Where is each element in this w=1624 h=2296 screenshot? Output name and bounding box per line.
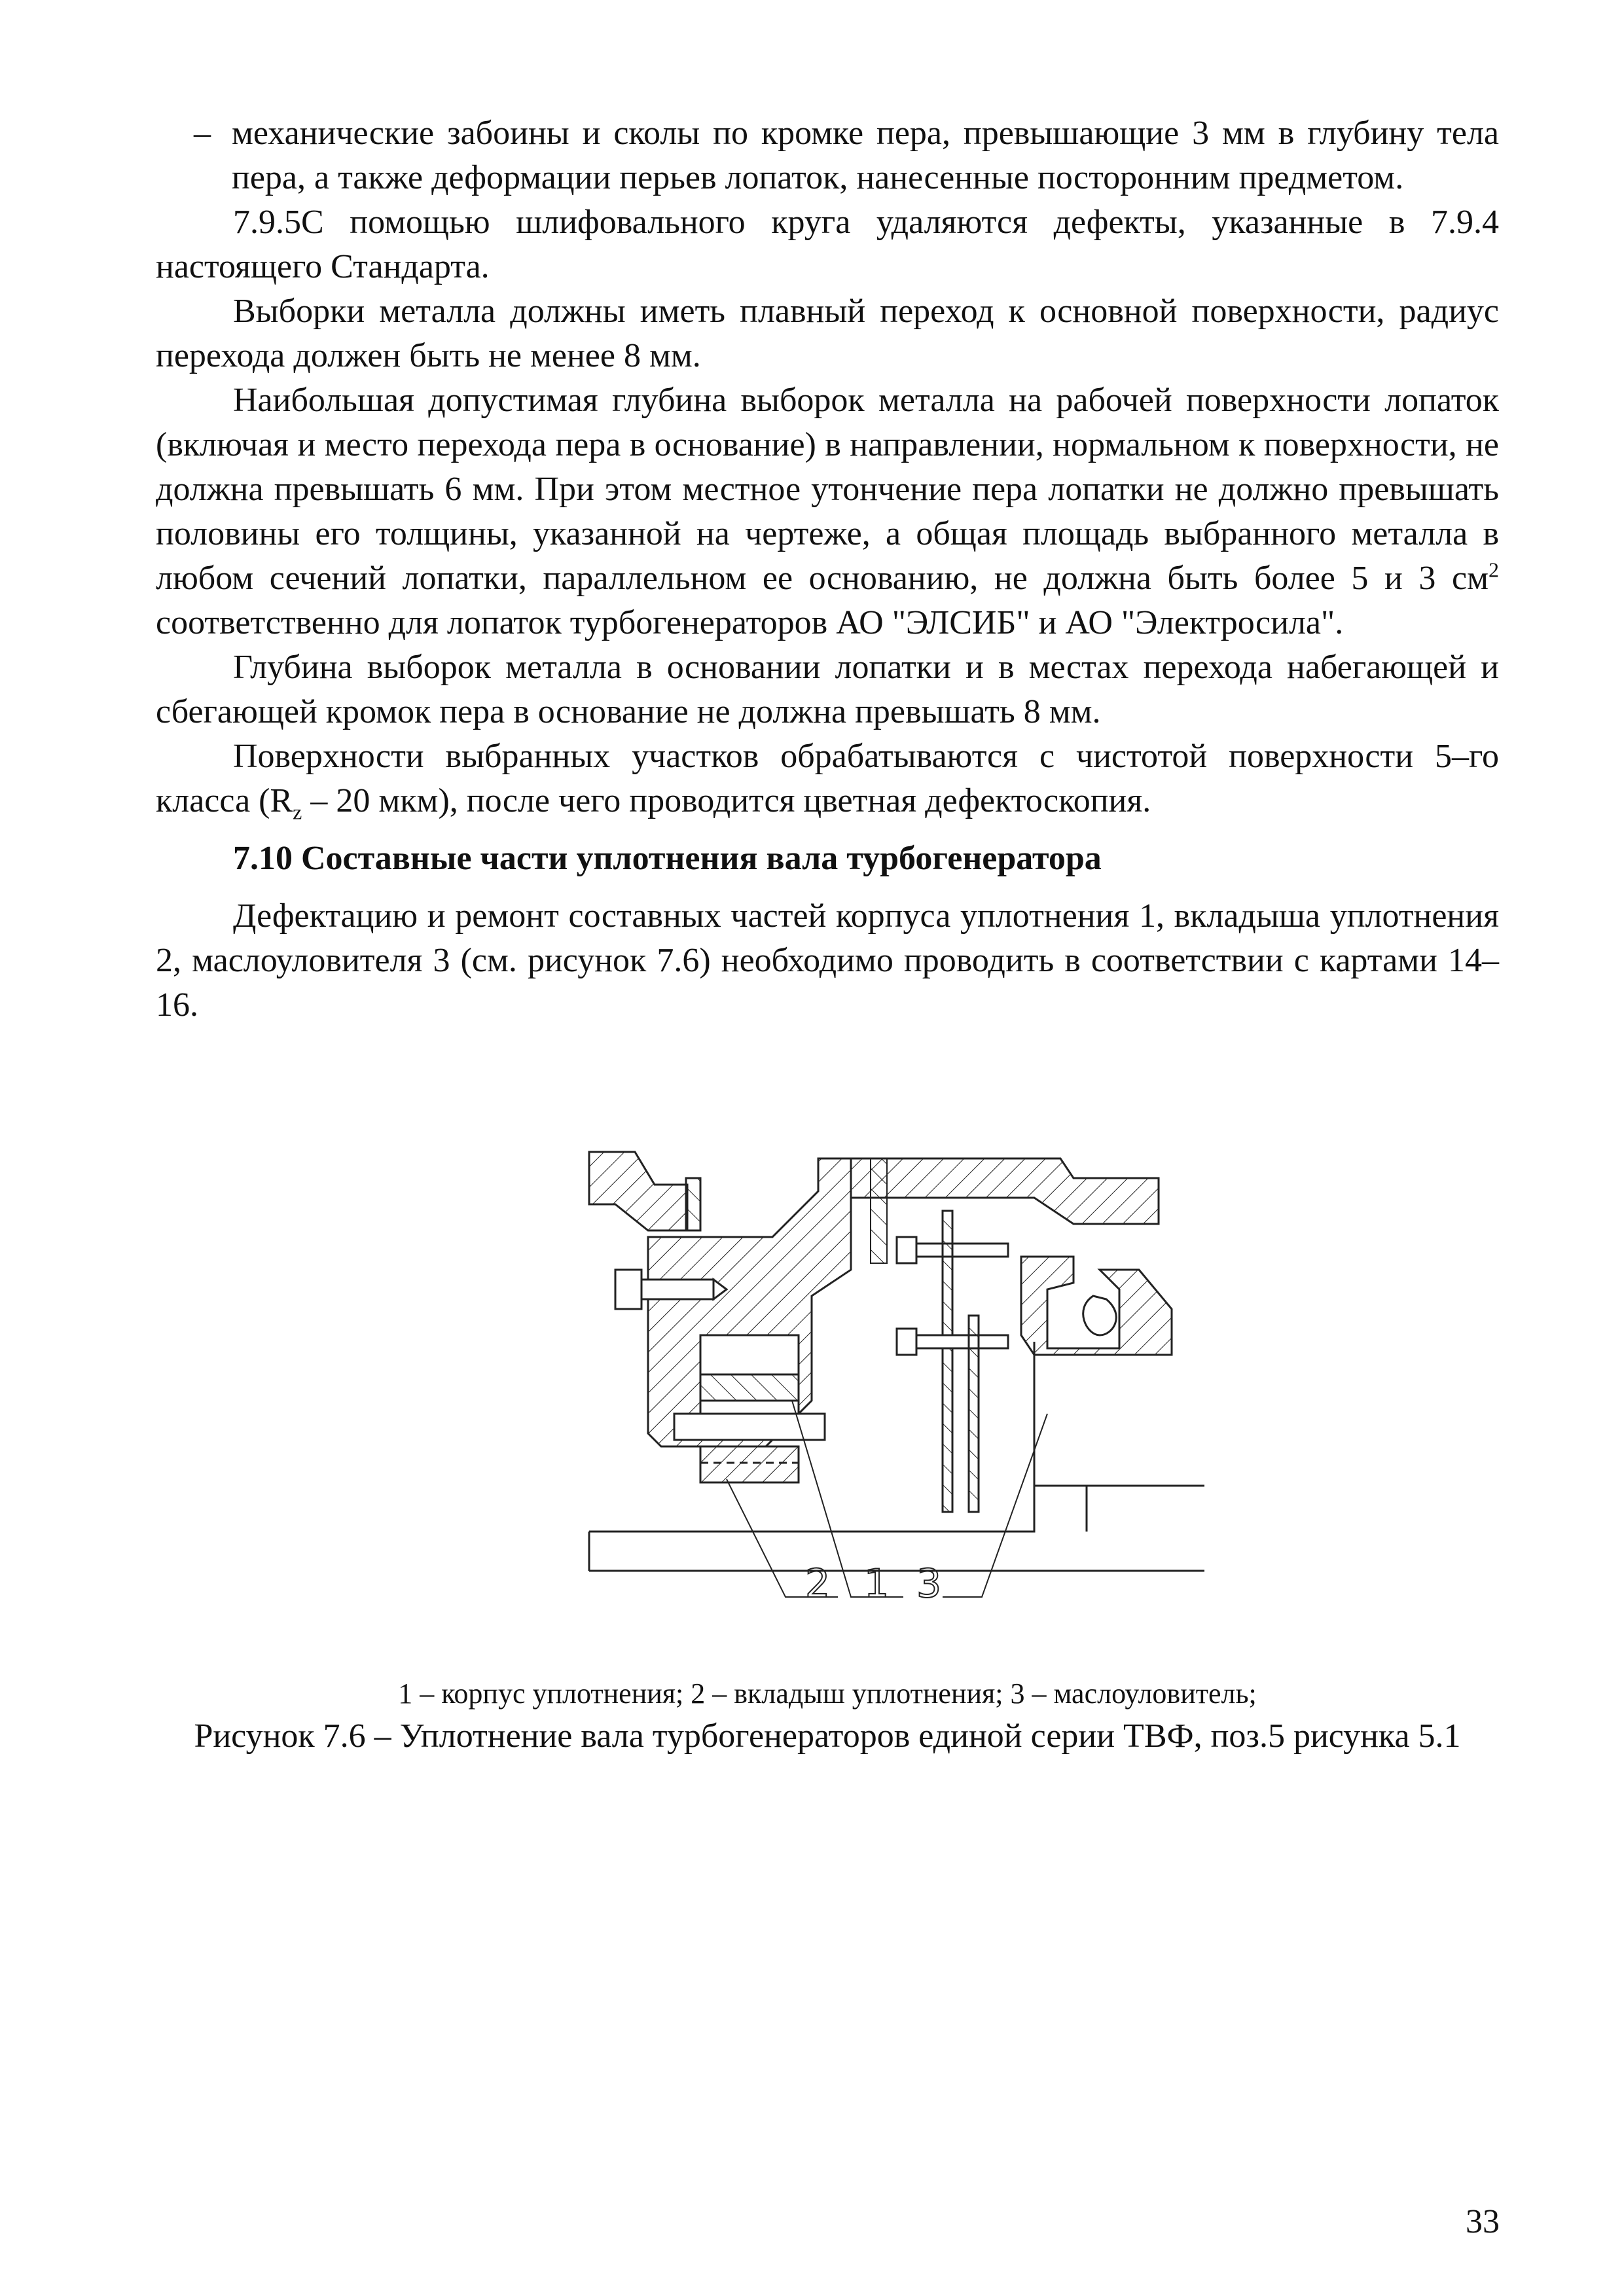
- bullet-text: механические забоины и сколы по кромке пера, превышающие 3 мм в глубину тела пера, а также деформации перьев лопаток, нанесенные посторонним предметом.: [232, 115, 1499, 196]
- upper-left-ring: [686, 1178, 700, 1230]
- paragraph-max-depth-text-b: соответственно для лопаток турбогенераторов АО "ЭЛСИБ" и АО "Электросила".: [156, 604, 1344, 641]
- paragraph-max-depth-text-a: Наибольшая допустимая глубина выборок металла на рабочей поверхности лопаток (включая и место перехода пера в основание) в направлении, нормальном к поверхности, не должна превышать 6 мм. При этом местное утончение пера лопатки не должно превышать половины его толщины, указанной на чертеже, а общая площадь выбранного металла в любом сечений лопатки, параллельном ее основанию, не должна быть более 5 и 3 см: [156, 382, 1499, 597]
- paragraph-max-depth: [156, 378, 1499, 645]
- subscript-z: z: [293, 800, 302, 824]
- section-body: Дефектацию и ремонт составных частей корпуса уплотнения 1, вкладыша уплотнения 2, маслоуловителя 3 (см. рисунок 7.6) необходимо проводить в соответствии с картами 14–16.: [156, 897, 1499, 1024]
- paragraph-base-depth: Глубина выборок металла в основании лопатки и в местах перехода набегающей и сбегающей кромок пера в основание не должна превышать 8 мм.: [156, 649, 1499, 730]
- stator-insert: [871, 1158, 887, 1263]
- section-heading: 7.10 Составные части уплотнения вала турбогенератора: [233, 840, 1102, 877]
- body-text: [156, 111, 1499, 1028]
- stator-block: [851, 1158, 1159, 1224]
- shaft-seal-drawing: [576, 1139, 1218, 1649]
- shaft-outline: [589, 1486, 1204, 1571]
- oil-catcher: [1021, 1257, 1172, 1532]
- callout-2: 2: [805, 1561, 831, 1607]
- figure-caption: Рисунок 7.6 – Уплотнение вала турбогенераторов единой серии ТВФ, поз.5 рисунка 5.1: [194, 1717, 1461, 1755]
- paragraph-7-9-5: 7.9.5С помощью шлифовального круга удаляются дефекты, указанные в 7.9.4 настоящего Стандарта.: [156, 204, 1499, 285]
- upper-left-flange: [589, 1152, 687, 1230]
- paragraph-surface-finish-text-b: – 20 мкм), после чего проводится цветная дефектоскопия.: [302, 782, 1151, 819]
- paragraph-transition-radius: Выборки металла должны иметь плавный переход к основной поверхности, радиус перехода должен быть не менее 8 мм.: [156, 293, 1499, 374]
- page-number: 33: [1466, 2203, 1500, 2240]
- callout-1: 1: [864, 1561, 890, 1607]
- catcher-bolts: [897, 1211, 1008, 1512]
- bullet-dash: –: [194, 115, 211, 152]
- callout-3: 3: [916, 1561, 942, 1607]
- figure-legend: 1 – корпус уплотнения; 2 – вкладыш уплотнения; 3 – маслоуловитель;: [398, 1677, 1257, 1710]
- paragraph-surface-finish-text-a: Поверхности выбранных участков обрабатываются с чистотой поверхности 5–го класса (R: [156, 738, 1499, 819]
- superscript-2: 2: [1489, 558, 1499, 582]
- paragraph-surface-finish: [156, 734, 1499, 823]
- bullet-item: [194, 111, 1499, 200]
